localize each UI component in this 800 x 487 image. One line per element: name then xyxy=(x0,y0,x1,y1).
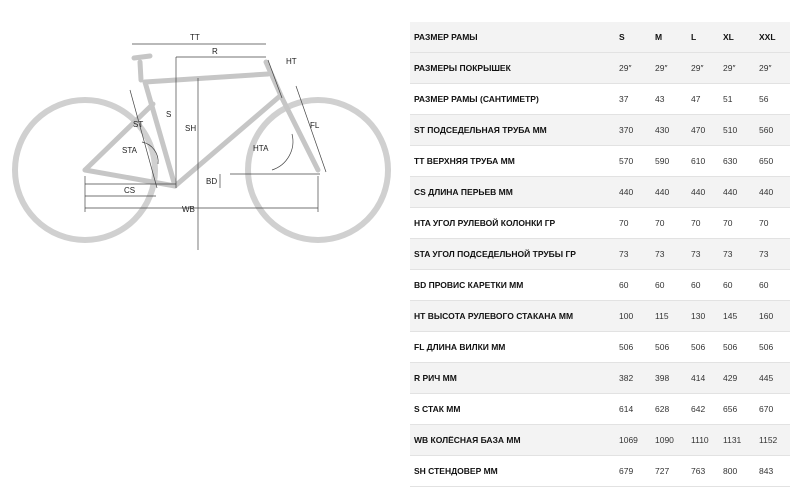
table-row xyxy=(410,270,790,301)
label-sta: STA xyxy=(122,146,137,155)
geometry-table xyxy=(410,22,790,487)
row-value: 60 xyxy=(719,270,755,301)
row-value: 73 xyxy=(755,239,790,270)
table-row xyxy=(410,53,790,84)
header-size-xxl: XXL xyxy=(755,22,790,53)
row-label: S СТАК ММ xyxy=(410,394,615,425)
table-row xyxy=(410,332,790,363)
geometry-table-body xyxy=(410,22,790,487)
header-size-xl: XL xyxy=(719,22,755,53)
table-row xyxy=(410,301,790,332)
row-value: 650 xyxy=(755,146,790,177)
row-value: 440 xyxy=(651,177,687,208)
label-r: R xyxy=(212,47,218,56)
row-value: 43 xyxy=(651,84,687,115)
row-value: 145 xyxy=(719,301,755,332)
row-value: 630 xyxy=(719,146,755,177)
row-value: 73 xyxy=(719,239,755,270)
table-row xyxy=(410,146,790,177)
row-value: 130 xyxy=(687,301,719,332)
row-value: 1131 xyxy=(719,425,755,456)
row-value: 70 xyxy=(719,208,755,239)
label-s: S xyxy=(166,110,172,119)
label-cs: CS xyxy=(124,186,136,195)
label-ht: HT xyxy=(286,57,297,66)
label-wb: WB xyxy=(182,205,195,214)
row-value: 800 xyxy=(719,456,755,487)
table-row xyxy=(410,239,790,270)
row-value: 160 xyxy=(755,301,790,332)
row-value: 1110 xyxy=(687,425,719,456)
label-sh: SH xyxy=(185,124,197,133)
row-value: 37 xyxy=(615,84,651,115)
row-value: 29″ xyxy=(615,53,651,84)
row-value: 440 xyxy=(755,177,790,208)
row-value: 29″ xyxy=(755,53,790,84)
row-value: 670 xyxy=(755,394,790,425)
row-value: 614 xyxy=(615,394,651,425)
row-value: 506 xyxy=(651,332,687,363)
row-value: 47 xyxy=(687,84,719,115)
row-value: 29″ xyxy=(687,53,719,84)
row-label: WB КОЛЁСНАЯ БАЗА ММ xyxy=(410,425,615,456)
row-value: 656 xyxy=(719,394,755,425)
row-value: 370 xyxy=(615,115,651,146)
row-value: 60 xyxy=(755,270,790,301)
label-st: ST xyxy=(133,120,144,129)
row-value: 1152 xyxy=(755,425,790,456)
row-label: FL ДЛИНА ВИЛКИ ММ xyxy=(410,332,615,363)
row-value: 843 xyxy=(755,456,790,487)
table-header-row xyxy=(410,22,790,53)
row-value: 570 xyxy=(615,146,651,177)
row-value: 414 xyxy=(687,363,719,394)
row-value: 445 xyxy=(755,363,790,394)
row-value: 440 xyxy=(687,177,719,208)
row-value: 60 xyxy=(651,270,687,301)
row-value: 470 xyxy=(687,115,719,146)
row-value: 440 xyxy=(719,177,755,208)
row-value: 29″ xyxy=(719,53,755,84)
row-value: 1069 xyxy=(615,425,651,456)
row-value: 1090 xyxy=(651,425,687,456)
table-row xyxy=(410,394,790,425)
row-value: 506 xyxy=(687,332,719,363)
row-value: 70 xyxy=(687,208,719,239)
row-value: 440 xyxy=(615,177,651,208)
row-value: 763 xyxy=(687,456,719,487)
table-row xyxy=(410,456,790,487)
table-row xyxy=(410,115,790,146)
row-value: 73 xyxy=(615,239,651,270)
row-value: 70 xyxy=(755,208,790,239)
row-value: 100 xyxy=(615,301,651,332)
row-label: HTA УГОЛ РУЛЕВОЙ КОЛОНКИ ГР xyxy=(410,208,615,239)
bike-frame xyxy=(85,56,318,186)
row-value: 429 xyxy=(719,363,755,394)
row-value: 642 xyxy=(687,394,719,425)
row-value: 51 xyxy=(719,84,755,115)
row-label: BD ПРОВИС КАРЕТКИ ММ xyxy=(410,270,615,301)
row-value: 115 xyxy=(651,301,687,332)
row-value: 60 xyxy=(615,270,651,301)
table-row xyxy=(410,84,790,115)
header-size-m: M xyxy=(651,22,687,53)
row-value: 610 xyxy=(687,146,719,177)
row-value: 506 xyxy=(615,332,651,363)
row-value: 70 xyxy=(615,208,651,239)
row-label: ST ПОДСЕДЕЛЬНАЯ ТРУБА ММ xyxy=(410,115,615,146)
row-label: CS ДЛИНА ПЕРЬЕВ ММ xyxy=(410,177,615,208)
row-value: 73 xyxy=(651,239,687,270)
row-label: РАЗМЕР РАМЫ (САНТИМЕТР) xyxy=(410,84,615,115)
row-label: SH СТЕНДОВЕР ММ xyxy=(410,456,615,487)
table-row xyxy=(410,425,790,456)
header-size-l: L xyxy=(687,22,719,53)
row-value: 560 xyxy=(755,115,790,146)
row-value: 29″ xyxy=(651,53,687,84)
header-label: РАЗМЕР РАМЫ xyxy=(410,22,615,53)
row-label: TT ВЕРХНЯЯ ТРУБА ММ xyxy=(410,146,615,177)
row-value: 727 xyxy=(651,456,687,487)
row-value: 506 xyxy=(755,332,790,363)
row-value: 382 xyxy=(615,363,651,394)
row-value: 70 xyxy=(651,208,687,239)
bike-geometry-diagram xyxy=(0,0,400,469)
table-row xyxy=(410,177,790,208)
row-value: 679 xyxy=(615,456,651,487)
label-tt: TT xyxy=(190,33,200,42)
row-value: 506 xyxy=(719,332,755,363)
row-value: 430 xyxy=(651,115,687,146)
row-value: 590 xyxy=(651,146,687,177)
row-value: 510 xyxy=(719,115,755,146)
row-value: 628 xyxy=(651,394,687,425)
table-row xyxy=(410,208,790,239)
row-label: STA УГОЛ ПОДСЕДЕЛЬНОЙ ТРУБЫ ГР xyxy=(410,239,615,270)
row-label: HT ВЫСОТА РУЛЕВОГО СТАКАНА ММ xyxy=(410,301,615,332)
row-value: 60 xyxy=(687,270,719,301)
row-value: 73 xyxy=(687,239,719,270)
table-row xyxy=(410,363,790,394)
header-size-s: S xyxy=(615,22,651,53)
row-value: 398 xyxy=(651,363,687,394)
label-fl: FL xyxy=(310,121,320,130)
label-bd: BD xyxy=(206,177,218,186)
row-label: R РИЧ ММ xyxy=(410,363,615,394)
label-hta: HTA xyxy=(253,144,269,153)
row-value: 56 xyxy=(755,84,790,115)
row-label: РАЗМЕРЫ ПОКРЫШЕК xyxy=(410,53,615,84)
